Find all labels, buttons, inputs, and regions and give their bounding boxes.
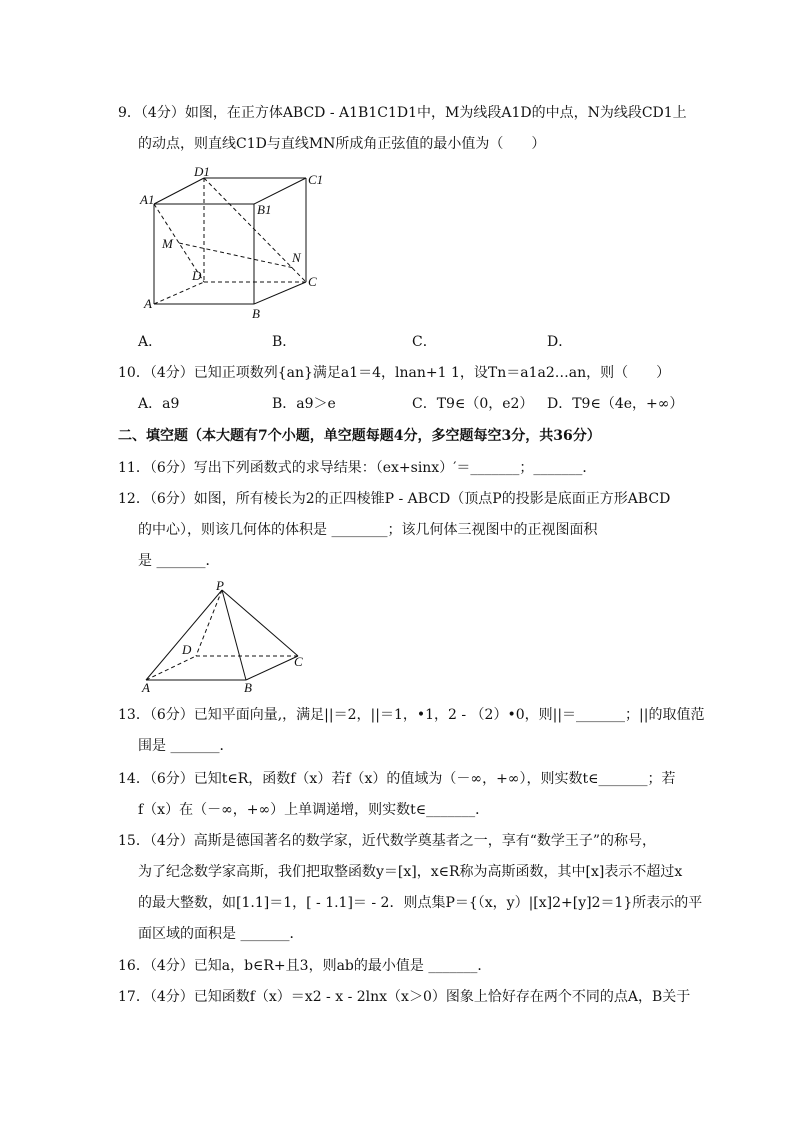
label-B1: B1 [257, 202, 272, 217]
pyramid-figure [138, 578, 318, 696]
cube-figure [130, 158, 330, 323]
q10-line1: 10．（4分）已知正项数列{an}满足a1＝4，lnan+1 1，设Tn＝a1a2…an，则（ ） [118, 365, 671, 381]
q12-line1: 12．（6分）如图，所有棱长为2的正四棱锥P - ABCD（顶点P的投影是底面正方形ABCD [118, 491, 671, 507]
q9-line1: 9．（4分）如图，在正方体ABCD - A1B1C1D1中，M为线段A1D的中点，N为线段CD1上 [118, 105, 687, 121]
label-A: A [142, 680, 150, 695]
q10-option-d: D．T9∈（4e，+∞） [547, 396, 684, 412]
q14-line2: f（x）在（－∞，+∞）上单调递增，则实数t∈_______． [138, 802, 490, 818]
q16-line: 16．（4分）已知a，b∈R+且3，则ab的最小值是 _______． [118, 958, 492, 974]
q13-line2: 围是 _______． [138, 738, 234, 754]
q14-line1: 14．（6分）已知t∈R，函数f（x）若f（x）的值域为（－∞，+∞），则实数t∈_______；若 [118, 771, 676, 787]
q10-option-a: A．a9 [138, 396, 180, 412]
label-A: A [144, 296, 152, 311]
q9-line2: 的动点，则直线C1D与直线MN所成角正弦值的最小值为（ ） [138, 136, 546, 152]
q11-line: 11．（6分）写出下列函数式的求导结果：（ex+sinx）′＝_______；_______． [118, 460, 597, 476]
q12-line2: 的中心），则该几何体的体积是 ________；该几何体三视图中的正视图面积 [138, 522, 598, 538]
label-B: B [244, 680, 252, 695]
q9-option-c: C． [412, 334, 437, 350]
label-N: N [292, 250, 301, 265]
q15-line2: 为了纪念数学家高斯，我们把取整函数y＝[x]，x∈R称为高斯函数，其中[x]表示不超过x [138, 864, 683, 880]
label-C: C [308, 274, 317, 289]
label-D1: D1 [194, 164, 210, 179]
q9-option-a: A． [138, 334, 163, 350]
q12-line3: 是 _______． [138, 553, 220, 569]
q9-option-b: B． [272, 334, 297, 350]
label-P: P [216, 578, 224, 593]
label-A1: A1 [140, 192, 155, 207]
q15-line4: 面区域的面积是 _______． [138, 926, 304, 942]
label-C: C [294, 654, 303, 669]
label-M: M [162, 236, 173, 251]
q17-line: 17．（4分）已知函数f（x）＝x2 - x - 2lnx（x＞0）图象上恰好存在两个不同的点A，B关于 [118, 989, 691, 1005]
label-B: B [252, 306, 260, 321]
label-D: D [192, 268, 202, 283]
label-C1: C1 [308, 172, 324, 187]
section-heading: 二、填空题（本大题有7个小题，单空题每题4分，多空题每空3分，共36分） [118, 428, 601, 444]
q15-line3: 的最大整数，如[1.1]＝1，[ - 1.1]＝ - 2．则点集P＝{（x，y）|[x]2+[y]2＝1}所表示的平 [138, 895, 703, 911]
label-D: D [182, 642, 192, 657]
q9-option-d: D． [547, 334, 573, 350]
q10-option-b: B．a9＞e [272, 396, 336, 412]
q10-option-c: C．T9∈（0，e2） [412, 396, 534, 412]
q13-line1: 13．（6分）已知平面向量,，满足||＝2，||＝1，•1，2 - （2）•0，则||＝_______；||的取值范 [118, 707, 705, 723]
q15-line1: 15．（4分）高斯是德国著名的数学家，近代数学奠基者之一，享有“数学王子”的称号， [118, 833, 657, 849]
